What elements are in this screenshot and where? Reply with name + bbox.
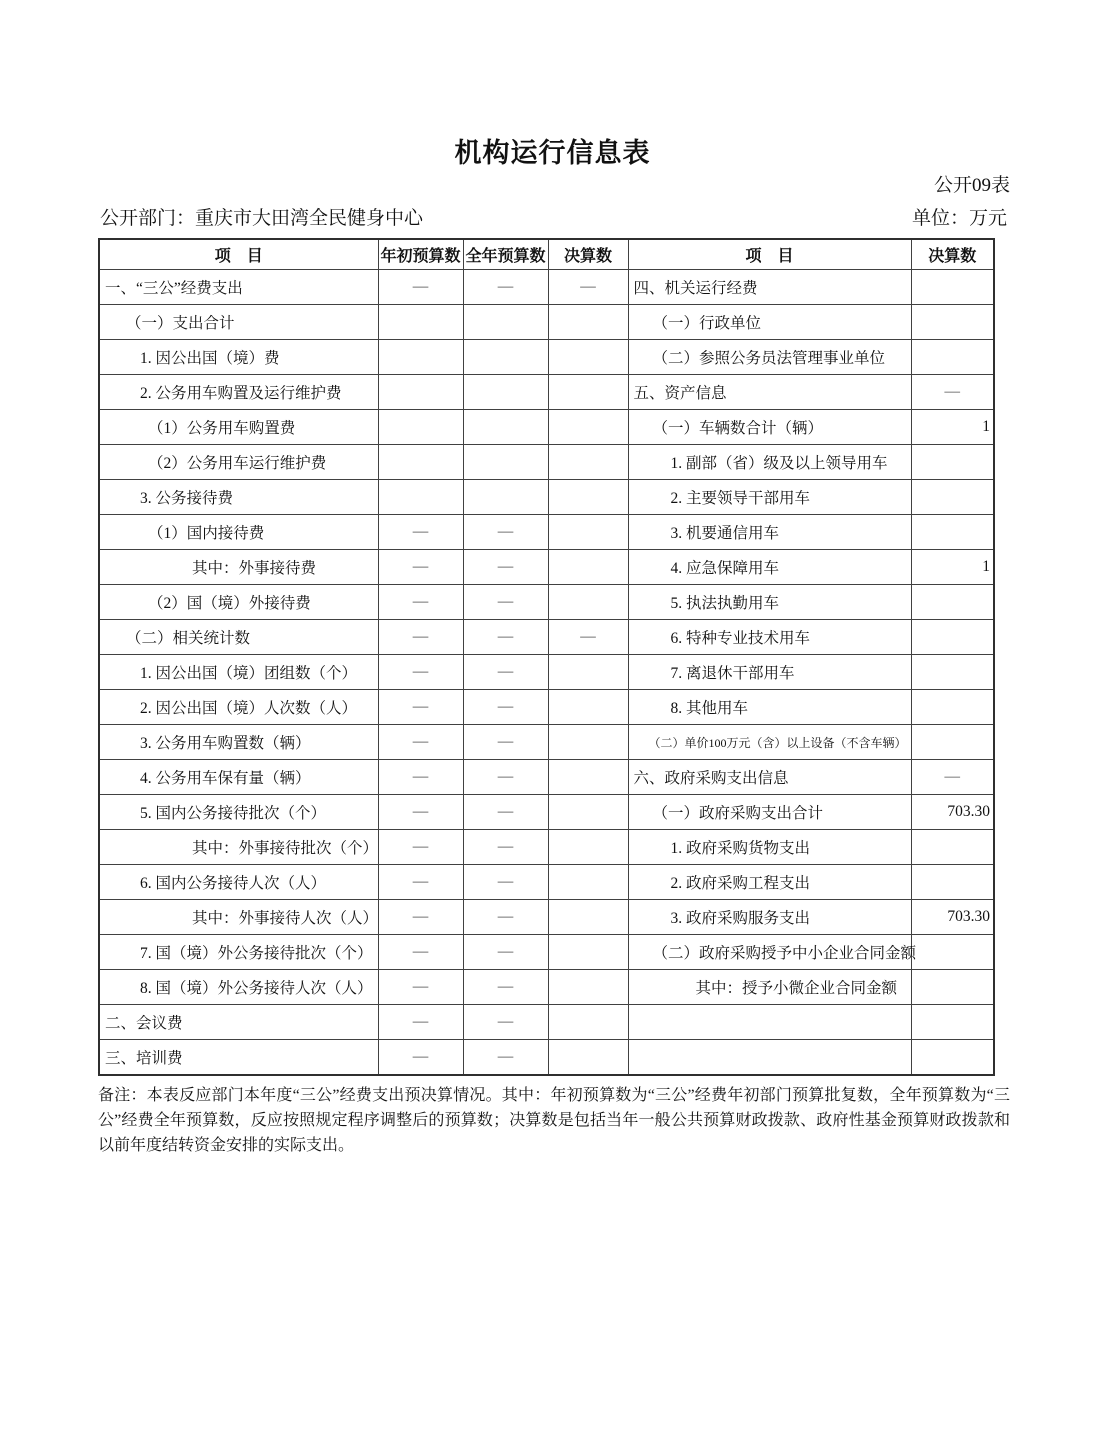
item-label-right: 2. 主要领导干部用车	[628, 480, 911, 515]
table-row	[99, 690, 994, 725]
table-row	[99, 760, 994, 795]
budget-initial-cell: —	[378, 1040, 463, 1076]
item-label-left: 4. 公务用车保有量（辆）	[99, 760, 378, 795]
item-label-left: 其中：外事接待批次（个）	[99, 830, 378, 865]
final-left-cell	[548, 550, 628, 585]
footnote: 备注：本表反应部门本年度“三公”经费支出预决算情况。其中：年初预算数为“三公”经费年初部门预算批复数，全年预算数为“三公”经费全年预算数，反应按照规定程序调整后的预算数；决算数是包括当年一般公共预算财政拨款、政府性基金预算财政拨款和以前年度结转资金安排的实际支出。	[98, 1087, 1010, 1154]
item-label-right: （一）车辆数合计（辆）	[628, 410, 911, 445]
item-label-right: （一）行政单位	[628, 305, 911, 340]
budget-initial-cell: —	[378, 935, 463, 970]
final-right-cell	[911, 340, 994, 375]
budget-full-year-cell: —	[463, 270, 548, 305]
item-label-right: 五、资产信息	[628, 375, 911, 410]
item-label-left: 1. 因公出国（境）费	[99, 340, 378, 375]
item-label-right: 六、政府采购支出信息	[628, 760, 911, 795]
item-label-left: （2）公务用车运行维护费	[99, 445, 378, 480]
final-right-cell: 1	[911, 410, 994, 445]
header-item-left: 项 目	[99, 239, 378, 270]
table-row	[99, 900, 994, 935]
item-label-left: 其中：外事接待人次（人）	[99, 900, 378, 935]
item-label-left: （二）相关统计数	[99, 620, 378, 655]
final-right-cell: 703.30	[911, 900, 994, 935]
final-right-cell	[911, 585, 994, 620]
table-row	[99, 1040, 994, 1076]
final-right-cell	[911, 515, 994, 550]
budget-initial-cell	[378, 410, 463, 445]
budget-full-year-cell: —	[463, 795, 548, 830]
budget-full-year-cell	[463, 445, 548, 480]
budget-full-year-cell: —	[463, 655, 548, 690]
table-code-label: 公开09表	[933, 175, 1010, 196]
budget-initial-cell: —	[378, 515, 463, 550]
table-row	[99, 410, 994, 445]
budget-initial-cell	[378, 340, 463, 375]
final-right-cell: 703.30	[911, 795, 994, 830]
budget-initial-cell	[378, 375, 463, 410]
item-label-left: 1. 因公出国（境）团组数（个）	[99, 655, 378, 690]
table-row	[99, 585, 994, 620]
budget-full-year-cell	[463, 375, 548, 410]
item-label-left: （2）国（境）外接待费	[99, 585, 378, 620]
item-label-left: 8. 国（境）外公务接待人次（人）	[99, 970, 378, 1005]
item-label-right: 6. 特种专业技术用车	[628, 620, 911, 655]
item-label-left: （一）支出合计	[99, 305, 378, 340]
final-left-cell: —	[548, 620, 628, 655]
budget-full-year-cell: —	[463, 515, 548, 550]
item-label-left: 6. 国内公务接待人次（人）	[99, 865, 378, 900]
header-final-left: 决算数	[548, 239, 628, 270]
item-label-right: （二）政府采购授予中小企业合同金额	[628, 935, 911, 970]
header-budget-full-year: 全年预算数	[463, 239, 548, 270]
header-item-right: 项 目	[628, 239, 911, 270]
item-label-left: 3. 公务用车购置数（辆）	[99, 725, 378, 760]
operation-info-table	[98, 238, 995, 1076]
final-left-cell	[548, 655, 628, 690]
table-row	[99, 655, 994, 690]
final-left-cell	[548, 690, 628, 725]
table-row	[99, 830, 994, 865]
department-line	[100, 203, 423, 230]
budget-full-year-cell: —	[463, 1005, 548, 1040]
final-right-cell	[911, 865, 994, 900]
budget-initial-cell	[378, 445, 463, 480]
budget-full-year-cell: —	[463, 865, 548, 900]
table-row	[99, 620, 994, 655]
final-left-cell	[548, 515, 628, 550]
item-label-right: 其中：授予小微企业合同金额	[628, 970, 911, 1005]
item-label-right: 4. 应急保障用车	[628, 550, 911, 585]
table-row	[99, 795, 994, 830]
budget-full-year-cell	[463, 340, 548, 375]
table-row	[99, 550, 994, 585]
item-label-right: （二）单价100万元（含）以上设备（不含车辆）	[628, 725, 911, 760]
budget-full-year-cell: —	[463, 935, 548, 970]
item-label-right: （二）参照公务员法管理事业单位	[628, 340, 911, 375]
budget-initial-cell: —	[378, 900, 463, 935]
final-left-cell	[548, 305, 628, 340]
item-label-left: 一、“三公”经费支出	[99, 270, 378, 305]
item-label-right: 2. 政府采购工程支出	[628, 865, 911, 900]
item-label-right: 3. 机要通信用车	[628, 515, 911, 550]
budget-initial-cell: —	[378, 270, 463, 305]
final-left-cell	[548, 865, 628, 900]
final-right-cell	[911, 935, 994, 970]
item-label-right: 1. 政府采购货物支出	[628, 830, 911, 865]
final-left-cell	[548, 970, 628, 1005]
table-row	[99, 340, 994, 375]
final-left-cell	[548, 795, 628, 830]
item-label-left: 二、会议费	[99, 1005, 378, 1040]
department-name: 重庆市大田湾全民健身中心	[195, 208, 424, 229]
item-label-left: 其中：外事接待费	[99, 550, 378, 585]
final-right-cell	[911, 305, 994, 340]
budget-initial-cell	[378, 480, 463, 515]
final-right-cell	[911, 690, 994, 725]
budget-initial-cell: —	[378, 760, 463, 795]
table-row	[99, 970, 994, 1005]
budget-full-year-cell: —	[463, 900, 548, 935]
header-budget-initial: 年初预算数	[378, 239, 463, 270]
final-left-cell: —	[548, 270, 628, 305]
final-left-cell	[548, 935, 628, 970]
table-row	[99, 480, 994, 515]
budget-initial-cell: —	[378, 725, 463, 760]
item-label-right: 四、机关运行经费	[628, 270, 911, 305]
budget-initial-cell: —	[378, 970, 463, 1005]
final-right-cell	[911, 725, 994, 760]
budget-full-year-cell: —	[463, 970, 548, 1005]
item-label-left: 三、培训费	[99, 1040, 378, 1076]
final-right-cell	[911, 655, 994, 690]
item-label-right: 1. 副部（省）级及以上领导用车	[628, 445, 911, 480]
budget-full-year-cell: —	[463, 620, 548, 655]
item-label-right: 8. 其他用车	[628, 690, 911, 725]
table-row	[99, 1005, 994, 1040]
budget-initial-cell: —	[378, 585, 463, 620]
final-right-cell: —	[911, 375, 994, 410]
final-left-cell	[548, 340, 628, 375]
budget-initial-cell: —	[378, 620, 463, 655]
final-left-cell	[548, 410, 628, 445]
final-left-cell	[548, 445, 628, 480]
item-label-right: 3. 政府采购服务支出	[628, 900, 911, 935]
item-label-left: 3. 公务接待费	[99, 480, 378, 515]
page-title: 机构运行信息表	[454, 138, 651, 168]
item-label-right: 5. 执法执勤用车	[628, 585, 911, 620]
budget-initial-cell	[378, 305, 463, 340]
final-left-cell	[548, 480, 628, 515]
budget-full-year-cell	[463, 480, 548, 515]
final-right-cell	[911, 445, 994, 480]
budget-initial-cell: —	[378, 550, 463, 585]
final-left-cell	[548, 725, 628, 760]
item-label-left: （1）公务用车购置费	[99, 410, 378, 445]
item-label-left: 2. 因公出国（境）人次数（人）	[99, 690, 378, 725]
budget-full-year-cell: —	[463, 690, 548, 725]
final-left-cell	[548, 830, 628, 865]
final-right-cell	[911, 480, 994, 515]
budget-full-year-cell	[463, 410, 548, 445]
item-label-left: 2. 公务用车购置及运行维护费	[99, 375, 378, 410]
department-label: 公开部门：	[100, 208, 196, 229]
budget-initial-cell: —	[378, 795, 463, 830]
item-label-right: （一）政府采购支出合计	[628, 795, 911, 830]
budget-initial-cell: —	[378, 1005, 463, 1040]
budget-full-year-cell	[463, 305, 548, 340]
final-right-cell	[911, 620, 994, 655]
table-row	[99, 935, 994, 970]
budget-full-year-cell: —	[463, 1040, 548, 1076]
table-row	[99, 305, 994, 340]
table-row	[99, 725, 994, 760]
final-right-cell	[911, 970, 994, 1005]
table-row	[99, 445, 994, 480]
final-right-cell: —	[911, 760, 994, 795]
budget-full-year-cell: —	[463, 725, 548, 760]
table-row	[99, 865, 994, 900]
budget-full-year-cell: —	[463, 830, 548, 865]
final-left-cell	[548, 1040, 628, 1076]
table-row	[99, 375, 994, 410]
final-right-cell: 1	[911, 550, 994, 585]
item-label-left: （1）国内接待费	[99, 515, 378, 550]
budget-initial-cell: —	[378, 690, 463, 725]
budget-full-year-cell: —	[463, 550, 548, 585]
final-right-cell	[911, 1040, 994, 1076]
unit-label: 单位：万元	[911, 208, 1007, 229]
final-right-cell	[911, 830, 994, 865]
final-left-cell	[548, 760, 628, 795]
item-label-right	[628, 1005, 911, 1040]
budget-initial-cell: —	[378, 830, 463, 865]
budget-initial-cell: —	[378, 865, 463, 900]
budget-initial-cell: —	[378, 655, 463, 690]
final-left-cell	[548, 375, 628, 410]
meta-row	[100, 203, 1007, 230]
table-row	[99, 270, 994, 305]
header-final-right: 决算数	[911, 239, 994, 270]
final-left-cell	[548, 900, 628, 935]
final-right-cell	[911, 1005, 994, 1040]
item-label-right: 7. 离退休干部用车	[628, 655, 911, 690]
final-left-cell	[548, 585, 628, 620]
budget-full-year-cell: —	[463, 585, 548, 620]
table-header-row	[99, 239, 994, 270]
final-right-cell	[911, 270, 994, 305]
final-left-cell	[548, 1005, 628, 1040]
table-row	[99, 515, 994, 550]
budget-full-year-cell: —	[463, 760, 548, 795]
item-label-right	[628, 1040, 911, 1076]
item-label-left: 7. 国（境）外公务接待批次（个）	[99, 935, 378, 970]
item-label-left: 5. 国内公务接待批次（个）	[99, 795, 378, 830]
